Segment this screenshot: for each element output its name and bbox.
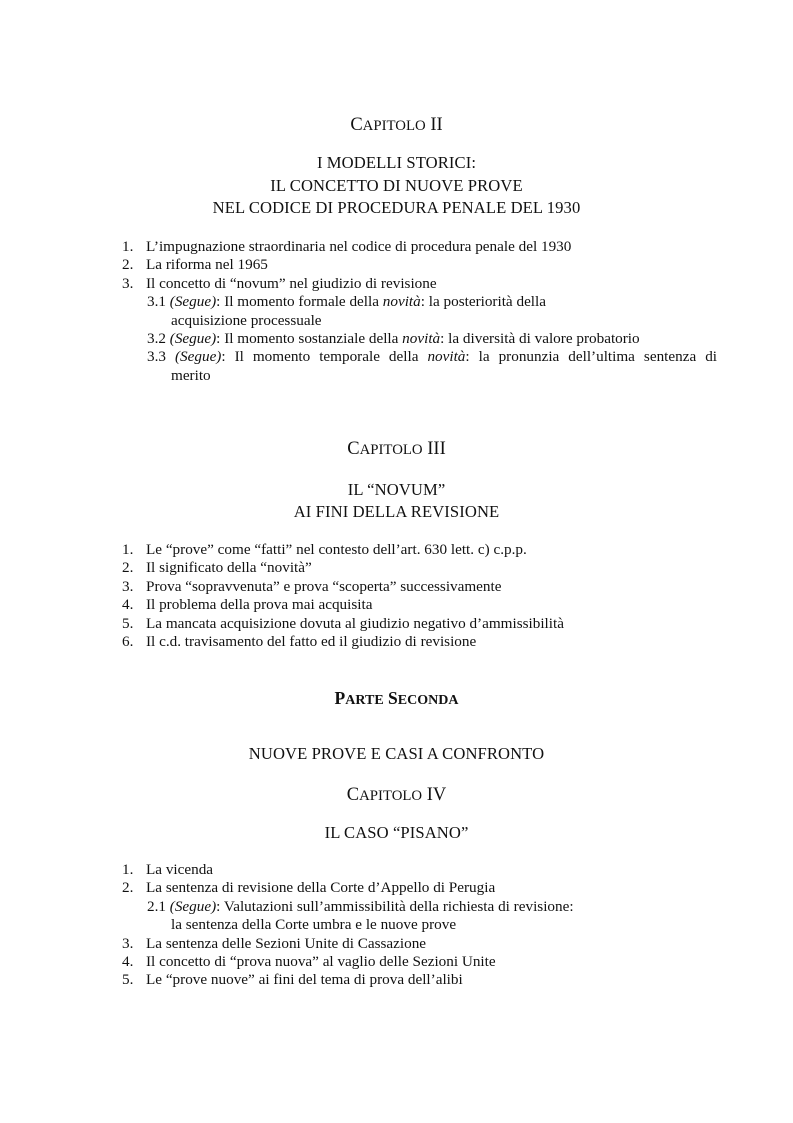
sub-list-item: 3.1 (Segue): Il momento formale della novità: la posteriorità della bbox=[147, 293, 546, 310]
chapter-2-heading-line-2: IL CONCETTO DI NUOVE PROVE bbox=[270, 176, 523, 195]
chapter-3-heading-line-1: IL “NOVUM” bbox=[347, 480, 446, 499]
sub-list-item: 3.3 (Segue): Il momento temporale della novità: la pronunzia dell’ultima sentenza di bbox=[147, 348, 718, 365]
chapter-2-title: CAPITOLO II bbox=[350, 115, 443, 135]
part-subtitle: NUOVE PROVE E CASI A CONFRONTO bbox=[248, 744, 545, 763]
chapter-3-heading-line-2: AI FINI DELLA REVISIONE bbox=[293, 502, 500, 521]
chapter-4-title: CAPITOLO IV bbox=[346, 785, 447, 805]
document-page: CAPITOLO II I MODELLI STORICI: IL CONCETTO DI NUOVE PROVE NEL CODICE DI PROCEDURA PENALE DEL 1930 1. L’impugnazione straordinaria nel codice di procedura penale del 1930 2. La riforma nel 1965 3. Il concetto di “novum” nel giudizio di revisione 3.1 (Segue): Il momento formale della novità: la posteriorità della acquisizione processuale 3.2 (Segue): Il momento sostanziale della novità: la diversità di valore probatorio 3.3 (Segue): Il momento temporale della novità: la pronunzia dell’ultima sentenza di merito CAPITOLO III IL “NOVUM” AI FINI DELLA REVISIONE 1. Le “prove” come “fatti” nel contesto dell’art. 630 lett. c) c.p.p. 2. Il significato della “novità” 3. Prova “sopravvenuta” e prova “scoperta” successivamente 4. Il problema della prova mai acquisita 5. La mancata acquisizione dovuta al giudizio negativo d’ammissibilità 6. Il c.d. travisamento del fatto ed il giudizio di revisione PARTE SECONDA NUOVE PROVE E CASI A CONFRONTO CAPITOLO IV IL CASO “PISANO” 1. La vicenda 2. La sentenza di revisione della Corte d’Appello di Perugia 2.1 (Segue): Valutazioni sull’ammissibilità della richiesta di revisione: la sentenza della Corte umbra e le nuove prove 3. La sentenza delle Sezioni Unite di Cassazione 4. Il concetto di “prova nuova” al vaglio delle Sezioni Unite 5. Le “prove nuove” ai fini del tema di prova dell’alibi bbox=[0, 0, 793, 1123]
sub-list-item: 3.2 (Segue): Il momento sostanziale della novità: la diversità di valore probatorio bbox=[147, 330, 640, 347]
chapter-3-title: CAPITOLO III bbox=[347, 439, 446, 459]
chapter-2-heading-line-3: NEL CODICE DI PROCEDURA PENALE DEL 1930 bbox=[212, 198, 581, 217]
chapter-2-heading-line-1: I MODELLI STORICI: bbox=[316, 153, 477, 172]
part-title: PARTE SECONDA bbox=[334, 688, 459, 708]
chapter-4-heading: IL CASO “PISANO” bbox=[324, 823, 469, 842]
sub-list-item: 2.1 (Segue): Valutazioni sull’ammissibilità della richiesta di revisione: bbox=[147, 898, 574, 915]
sub-list-item-continuation: la sentenza della Corte umbra e le nuove prove bbox=[171, 916, 457, 933]
sub-list-item-continuation: merito bbox=[171, 367, 211, 384]
sub-list-item-continuation: acquisizione processuale bbox=[171, 312, 322, 329]
